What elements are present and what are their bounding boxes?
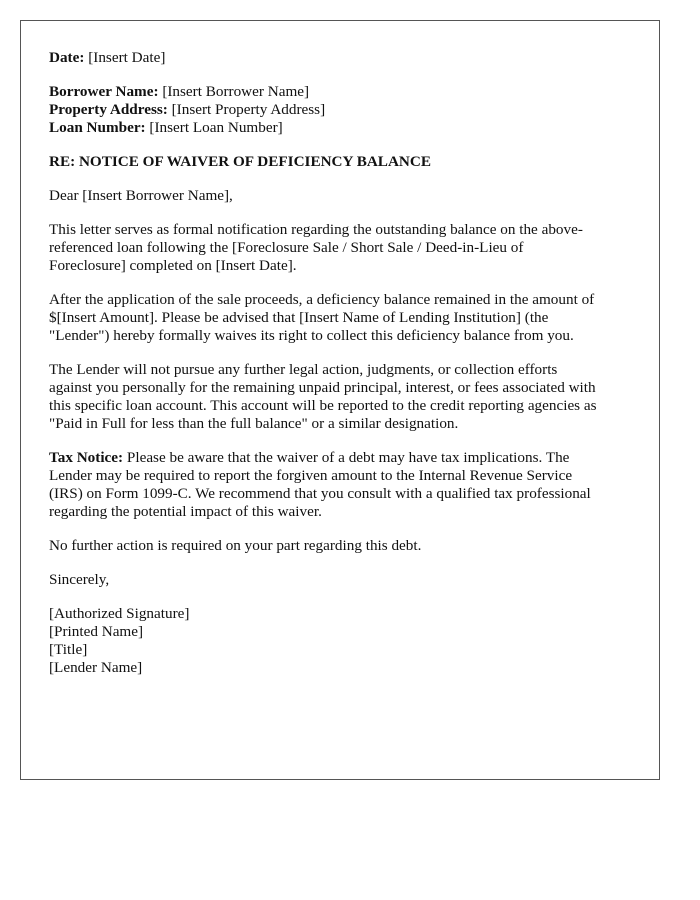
paragraph-line: Please be aware that the waiver of a debt may have tax implications. The [123, 449, 570, 466]
borrower-info-block [49, 83, 639, 137]
paragraph-line: "Paid in Full for less than the full balance" or a similar designation. [49, 415, 459, 432]
borrower-name-value: [Insert Borrower Name] [158, 83, 310, 100]
paragraph-tax-notice [49, 449, 639, 521]
date-value: [Insert Date] [84, 49, 166, 66]
borrower-name-label: Borrower Name: [49, 83, 159, 100]
paragraph-line: (IRS) on Form 1099-C. We recommend that you consult with a qualified tax professional [49, 485, 591, 502]
authorized-signature: [Authorized Signature] [49, 605, 190, 622]
loan-number-label: Loan Number: [49, 119, 146, 136]
letter-page [20, 20, 660, 780]
paragraph-no-further-action: No further action is required on your part regarding this debt. [49, 537, 422, 554]
letter-body [49, 49, 639, 677]
paragraph-line: Lender may be required to report the forgiven amount to the Internal Revenue Service [49, 467, 573, 484]
closing: Sincerely, [49, 571, 110, 588]
paragraph-line: regarding the potential impact of this waiver. [49, 503, 322, 520]
paragraph-line: The Lender will not pursue any further legal action, judgments, or collection efforts [49, 361, 558, 378]
paragraph-line: referenced loan following the [Foreclosure Sale / Short Sale / Deed-in-Lieu of [49, 239, 524, 256]
property-address-label: Property Address: [49, 101, 168, 118]
date-line [49, 49, 639, 67]
paragraph-line: against you personally for the remaining unpaid principal, interest, or fees associated with [49, 379, 596, 396]
paragraph-no-legal-action [49, 361, 639, 433]
paragraph-notification [49, 221, 639, 275]
tax-notice-label: Tax Notice: [49, 449, 124, 466]
loan-number-value: [Insert Loan Number] [145, 119, 283, 136]
paragraph-line: After the application of the sale proceeds, a deficiency balance remained in the amount of [49, 291, 595, 308]
subject-line: RE: NOTICE OF WAIVER OF DEFICIENCY BALANCE [49, 153, 431, 170]
signer-title: [Title] [49, 641, 88, 658]
paragraph-line: this specific loan account. This account will be reported to the credit reporting agencies as [49, 397, 597, 414]
salutation: Dear [Insert Borrower Name], [49, 187, 233, 204]
paragraph-line: This letter serves as formal notification regarding the outstanding balance on the above- [49, 221, 583, 238]
signature-block [49, 605, 639, 677]
lender-name: [Lender Name] [49, 659, 143, 676]
paragraph-line: $[Insert Amount]. Please be advised that [Insert Name of Lending Institution] (the [49, 309, 549, 326]
paragraph-line: "Lender") hereby formally waives its right to collect this deficiency balance from you. [49, 327, 574, 344]
property-address-value: [Insert Property Address] [167, 101, 326, 118]
printed-name: [Printed Name] [49, 623, 144, 640]
date-label: Date: [49, 49, 85, 66]
paragraph-deficiency [49, 291, 639, 345]
paragraph-line: Foreclosure] completed on [Insert Date]. [49, 257, 297, 274]
